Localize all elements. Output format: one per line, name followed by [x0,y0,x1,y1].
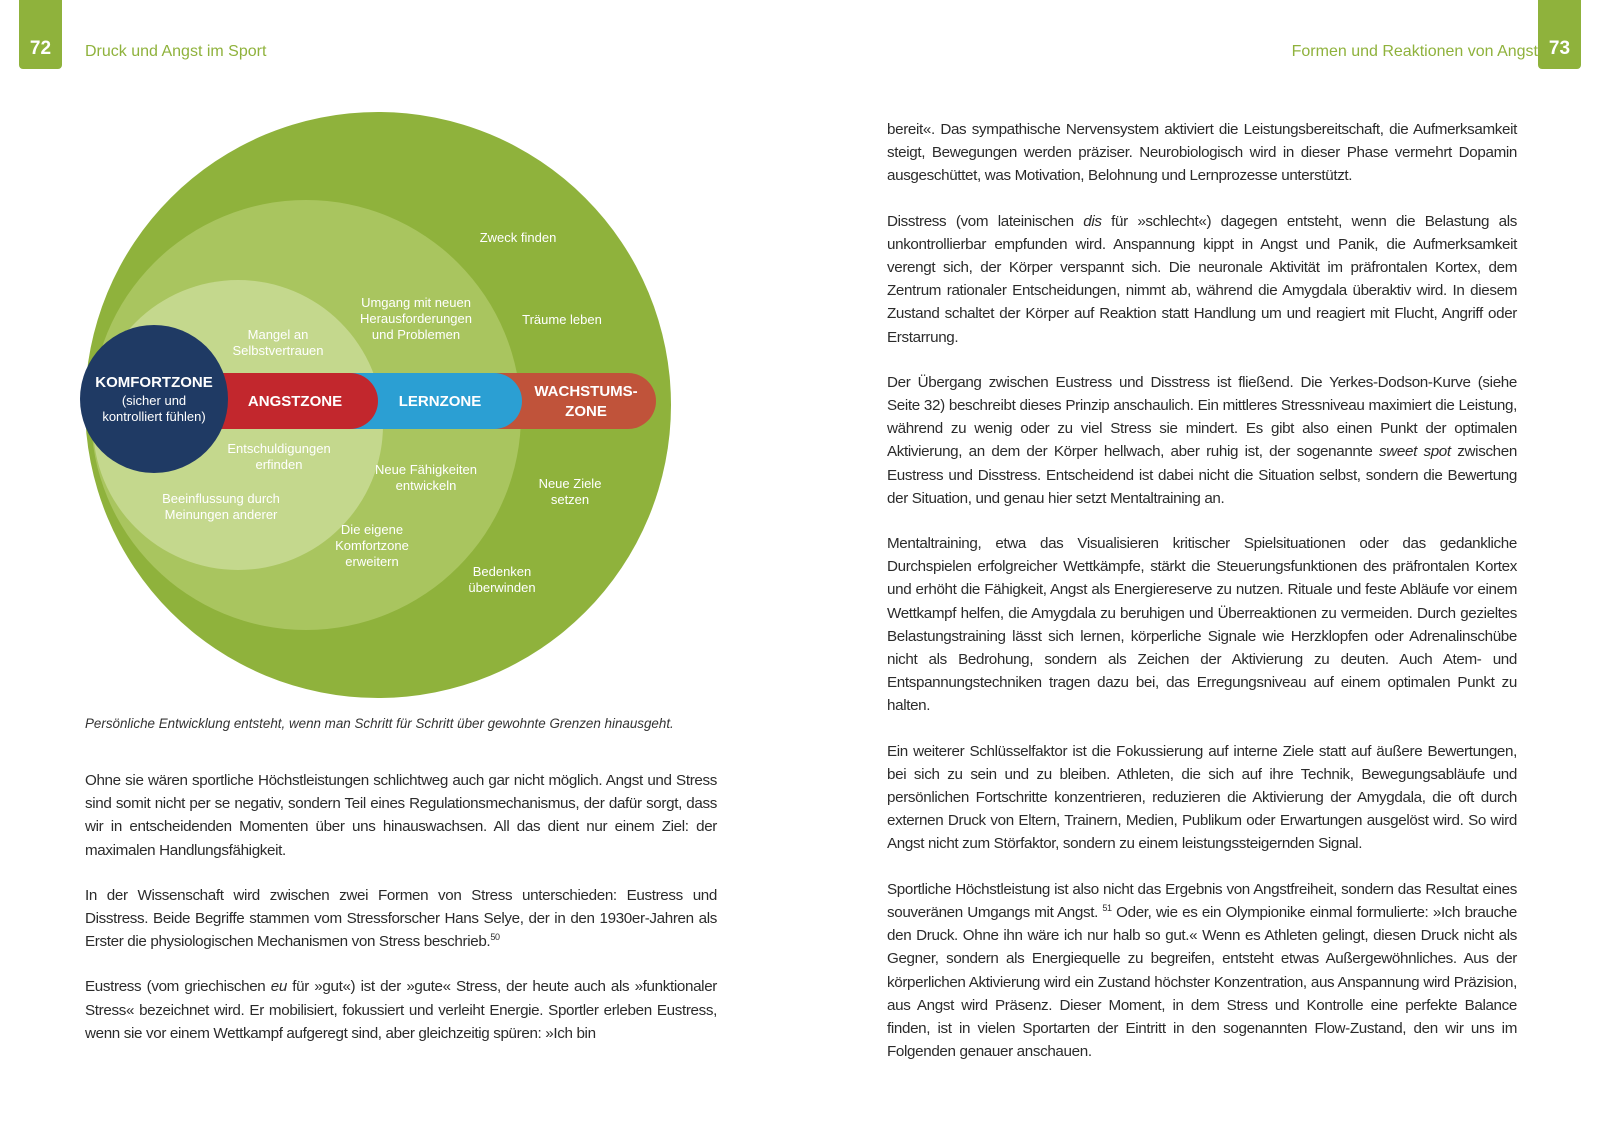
page-number-tab [19,0,62,69]
paragraph: Disstress (vom lateinischen dis für »schlecht«) dagegen entsteht, wenn die Belastung als unkontrollierbar empfunden wird. Anspannung kippt in Angst und Panik, die Aufmerksamkeit verengt sich, der Körper verspannt sich. Die neuronale Aktivität im präfrontalen Kortex, dem Zentrum rationaler Entscheidungen, nimmt ab, während die Amygdala überaktiv wird. In diesem Zustand schaltet der Körper auf Reaktion statt Handlung um und reagiert mit Flucht, Angriff oder Erstarrung. [887,212,1517,346]
footnote-ref: 51 [1102,902,1112,913]
label-umgang-1: Umgang mit neuen [361,295,471,310]
label-faehigkeiten-2: entwickeln [395,478,457,493]
komfortzone-sub-1: (sicher und [121,393,187,408]
wachstumszone-label-2: ZONE [565,403,607,420]
label-umgang-3: und Problemen [371,327,461,342]
label-entschuldigungen-1: Entschuldigungen [227,441,331,456]
label-entschuldigungen-2: erfinden [255,457,303,472]
running-head: Formen und Reaktionen von Angst [1291,43,1538,60]
label-beeinflussung-1: Beeinflussung durch [162,491,280,506]
wachstumszone-label-1: WACHSTUMS- [534,383,638,400]
angstzone-label: ANGSTZONE [247,393,343,410]
right-page [800,0,1600,1129]
label-komfortzone-erweitern-3: erweitern [345,554,399,569]
paragraph: In der Wissenschaft wird zwischen zwei Formen von Stress unterschieden: Eustress und Disstress. Beide Begriffe stammen vom Stressforscher Hans Selye, der in den 1930er-Jahren als Erster die physiologischen Mechanismen von Stress beschrieb.$^{50}$ [85,886,717,951]
body-text-left [85,769,717,1067]
label-komfortzone-erweitern-2: Komfortzone [335,538,409,553]
running-head: Druck und Angst im Sport [85,43,267,60]
paragraph: Ein weiterer Schlüsselfaktor ist die Fokussierung auf interne Ziele statt auf äußere Bewertungen, bei sich zu sein und zu bleiben. Athleten, die sich auf ihre Technik, Bewegungsabläufe und persönlichen Fortschritte konzentrieren, reduzieren die Aktivierung der Amygdala, die oft durch externen Druck von Eltern, Trainern, Medien, Publikum oder Erwartungen ausgelöst wird. So wird Angst nicht zum Störfaktor, sondern zu einem leistungssteigernden Signal. [887,742,1517,853]
paragraph: Ohne sie wären sportliche Höchstleistungen schlichtweg auch gar nicht möglich. Angst und Stress sind somit nicht per se negativ, sondern Teil eines Regulationsmechanismus, der dafür sorgt, dass wir in entscheidenden Momenten über uns hinauswachsen. All das dient nur einem Ziel: der maximalen Handlungsfähigkeit. [85,772,717,859]
komfortzone-sub-2: kontrolliert fühlen) [102,409,206,424]
zone-diagram [80,112,676,698]
paragraph: Der Übergang zwischen Eustress und Disstress ist fließend. Die Yerkes-Dodson-Kurve (siehe Seite 32) beschreibt dieses Prinzip anschaulich. Ein mittleres Stressniveau maximiert die Leistung, während zu wenig oder zu viel Stress sie mindert. Es gibt also einen Punkt der optimalen Aktivierung, an dem der Körper hellwach, aber ruhig ist, der sogenannte sweet spot zwischen Eustress und Disstress. Entscheidend ist dabei nicht die Situation selbst, sondern die Bewertung der Situation, und genau hier setzt Mentaltraining an. [887,373,1517,507]
paragraph: Mentaltraining, etwa das Visualisieren kritischer Spielsituationen oder das gedankliche Durchspielen erfolgreicher Wettkämpfe, stärkt die Steuerungsfunktionen des präfrontalen Kortex und erhöht die Fähigkeit, Angst als Energiereserve zu nutzen. Rituale und feste Abläufe vor einem Wettkampf helfen, die Amygdala zu beruhigen und Überreaktionen zu vermeiden. Durch gezieltes Belastungstraining lässt sich lernen, körperliche Signale wie Herzklopfen oder Adrenalinschübe nicht als Bedrohung, sondern als Zeichen der Aktivierung zu deuten. Auch Atem- und Entspannungstechniken tragen dazu bei, das Erregungsniveau auf einem optimalen Punkt zu halten. [887,535,1517,715]
label-beeinflussung-2: Meinungen anderer [164,507,278,522]
footnote-ref: 50 [490,932,500,943]
page-number: 73 [1548,38,1571,59]
label-bedenken-1: Bedenken [472,564,532,579]
label-faehigkeiten-1: Neue Fähigkeiten [375,462,477,477]
label-traeume-leben: Träume leben [522,312,602,327]
label-komfortzone-erweitern-1: Die eigene [340,522,404,537]
paragraph: bereit«. Das sympathische Nervensystem aktiviert die Leistungsbereitschaft, die Aufmerksamkeit steigt, Bewegungen werden präziser. Neurobiologisch wird in dieser Phase vermehrt Dopamin ausgeschüttet, was Motivation, Belohnung und Lernprozesse unterstützt. [887,121,1517,185]
label-mangel-1: Mangel an [247,327,309,342]
label-mangel-2: Selbstvertrauen [232,343,324,358]
figure-caption: Persönliche Entwicklung entsteht, wenn man Schritt für Schritt über gewohnte Grenzen hinausgeht. [85,716,674,731]
lernzone-label: LERNZONE [398,393,482,410]
page-number-tab [1538,0,1581,69]
label-umgang-2: Herausforderungen [359,311,473,326]
page-number: 72 [29,38,52,59]
komfortzone-title: KOMFORTZONE [95,374,213,391]
paragraph: Eustress (vom griechischen eu für »gut«) ist der »gute« Stress, der heute auch als »funktionaler Stress« bezeichnet wird. Er mobilisiert, fokussiert und verleiht Energie. Sportler erleben Eustress, wenn sie vor einem Wettkampf aufgeregt sind, aber gleichzeitig spüren: »Ich bin [85,978,718,1042]
label-zweck-finden: Zweck finden [479,230,557,245]
label-neue-ziele-1: Neue Ziele [538,476,602,491]
body-text-right [887,118,1517,1085]
paragraph: Sportliche Höchstleistung ist also nicht das Ergebnis von Angstfreiheit, sondern das Resultat eines souveränen Umgangs mit Angst. $^{51}$ Oder, wie es ein Olympionike einmal formulierte: »Ich brauche den Druck. Ohne ihn wäre ich nur halb so gut.« Wenn es Athleten gelingt, diesen Druck nicht als Gegner, sondern als Energiequelle zu begreifen, entsteht etwas Außergewöhnliches. Aus der körperlichen Aktivierung wird ein Zustand höchster Konzentration, aus Anspannung wird Präzision, aus Angst wird Präsenz. Dieser Moment, in dem Stress und Kontrolle eine perfekte Balance finden, ist in vielen Sportarten der Eintritt in den sogenannten Flow-Zustand, den wir uns im Folgenden genauer anschauen. [887,880,1517,1061]
label-neue-ziele-2: setzen [550,492,590,507]
label-bedenken-2: überwinden [468,580,536,595]
